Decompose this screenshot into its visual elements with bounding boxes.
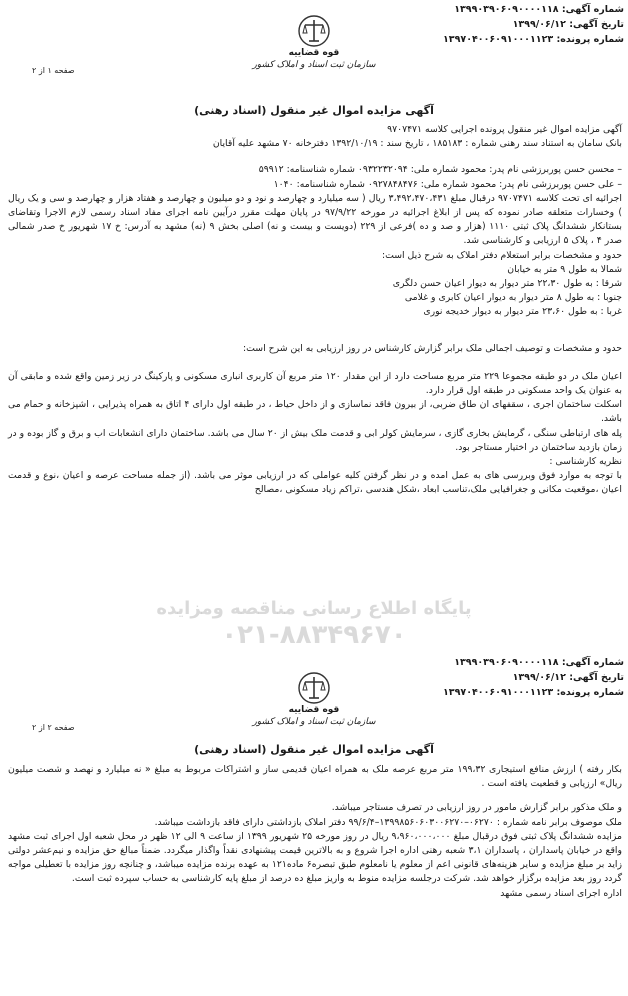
paragraph: – محسن حسن پوربرزشی نام پدر: محمود شماره ملی: ۰۹۳۲۲۳۲۰۹۴ شماره شناسنامه: ۵۹۹۱۲ <box>258 164 622 176</box>
case-number: شماره پرونده: ۱۳۹۷۰۴۰۰۶۰۹۱۰۰۰۱۱۲۳ <box>443 34 624 45</box>
paragraph: حدود و مشخصات برابر استعلام دفتر املاک به شرح ذیل است: <box>381 249 622 261</box>
paragraph: نظریه کارشناسی : <box>549 456 622 468</box>
org-name-registration: سازمان ثبت اسناد و املاک کشور <box>252 60 376 70</box>
page-number: صفحه ۱ از ۲ <box>32 66 75 75</box>
paragraph: بکار رفته ) ارزش منافع استیجاری ۱۹۹،۳۲ متر مربع عرصه ملک به همراه اعیان قدیمی ساز و اشتراکات مربوط به مبلغ « نه میلیارد و نهصد و شصت میلیون ریال» ارزیابی و قطعیت یافته است . <box>8 764 622 790</box>
notice-title: آگهی مزایده اموال غیر منقول (اسناد رهنی) <box>194 743 434 756</box>
judiciary-emblem <box>0 671 628 728</box>
paragraph: و ملک مذکور برابر گزارش مامور در روز ارزیابی در تصرف مستاجر میباشد. <box>331 802 622 814</box>
notice-number: شماره آگهی: ۱۳۹۹۰۳۹۰۶۰۹۰۰۰۰۱۱۸ <box>454 4 624 15</box>
org-name-registration: سازمان ثبت اسناد و املاک کشور <box>252 717 376 727</box>
paragraph: اعیان ملک در دو طبقه مجموعا ۲۲۹ متر مربع مساحت دارد از این مقدار ۱۲۰ متر مربع آن کاربری انباری مسکونی و پارکینگ در زیر زمین واقع شده و مابقی آن به عنوان یک واحد مسکونی در طبقه اول قرار دارد. <box>8 370 622 397</box>
page-2 <box>0 655 628 996</box>
paragraph: شرقا : به طول ۲۲،۳۰ متر دیوار به دیوار اعیان حسن دلگری <box>392 278 622 290</box>
watermark-phone: ۰۲۱-۸۸۳۴۹۶۷۰ <box>221 620 407 650</box>
notice-body <box>8 763 622 901</box>
paragraph: غربا : به طول ۲۳،۶۰ متر دیوار به دیوار خدیجه نوری <box>423 306 622 318</box>
paragraph: ملک موصوف برابر نامه شماره : ۰۶۲۷۰–۱۳۹۹۸۵۶۰۶۰۳۰۰۶۲۷۰–۹۹/۶/۴ دفتر املاک بازداشتی دارای فاقد بازداشت میباشد. <box>154 816 622 828</box>
paragraph: بانک سامان به استناد سند رهنی شماره : ۱۸۵۱۸۳ ، تاریخ سند : ۱۳۹۲/۱۰/۱۹ دفترخانه ۷۰ مشهد علیه آقایان <box>212 138 622 150</box>
notice-number: شماره آگهی: ۱۳۹۹۰۳۹۰۶۰۹۰۰۰۰۱۱۸ <box>454 657 624 668</box>
scales-of-justice-icon <box>297 671 331 705</box>
notice-title: آگهی مزایده اموال غیر منقول (اسناد رهنی) <box>194 104 434 117</box>
paragraph: با توجه به موارد فوق وبررسی های به عمل امده و در نظر گرفتن کلیه عواملی که در ارزیابی موثر می باشد. (از جمله مساحت عرصه و اعیان ،نوع و قدمت اعیان ،موقعیت مکانی و جغرافیایی ملک،تناسب ابعاد ،شکل هندسی ،تراکم زیاد مسکونی ،مصالح <box>8 470 622 496</box>
paragraph: اداره اجرای اسناد رسمی مشهد <box>500 887 622 899</box>
paragraph: جنوبا : به طول ۸ متر دیوار به دیوار اعیان کابری و غلامی <box>404 292 622 304</box>
paragraph: اجرائیه ای تحت کلاسه ۹۷۰۷۴۷۱ درقبال مبلغ ۳،۴۹۲،۴۷۰،۴۳۱ ریال ( سه میلیارد و چهارصد و نود و دو میلیون و چهارصد و هفتاد هزار و چهارصد و سی و یک ریال ) وخسارات متعلقه صادر نموده که پس از ابلاغ اجرائیه در مورخه ۹۷/۹/۲۲ در پایان مهلت مقرر درآیین نامه اجرای مفاد اسناد رسمی لازم الاجرا وتقاضای بستانکار ششدانگ پلاک ثبتی ۱۱۱۰ (هزار و صد و ده )فرعی از ۲۲۹ (دویست و بیست و نه) اصلی بخش ۹ (نه) مشهد به آدرس: خ ۱۷ شهریور خ صدر شمالی صدر ۴ ، پلاک ۵ ارزیابی و کارشناسی شد. <box>8 192 623 247</box>
paragraph: آگهی مزایده اموال غیر منقول پرونده اجرایی کلاسه ۹۷۰۷۴۷۱ <box>387 124 622 135</box>
paragraph: پله های ارتباطی سنگی ، گرمایش بخاری گازی ، سرمایش کولر ابی و قدمت ملک بیش از ۲۰ سال می باشد. ساختمان دارای انشعابات اب و برق و گاز بوده و در زمان بازدید ساختمان در اختیار مستاجر بود. <box>8 427 622 453</box>
paragraph: حدود و مشخصات و توصیف اجمالی ملک برابر گزارش کارشناس در روز ارزیابی به این شرح است: <box>243 342 622 354</box>
watermark <box>0 598 628 650</box>
notice-date: تاریخ آگهی: ۱۳۹۹/۰۶/۱۲ <box>512 19 624 30</box>
paragraph: شمالا به طول ۹ متر به خیابان <box>507 263 622 275</box>
scales-of-justice-icon <box>297 14 331 48</box>
paragraph: – علی حسن پوربرزشی نام پدر: محمود شماره ملی: ۰۹۲۷۸۴۸۴۷۶ شماره شناسنامه: ۱۰۴۰ <box>273 178 622 190</box>
page-1 <box>0 0 628 496</box>
org-name-judiciary: قوه قضاییه <box>288 705 340 715</box>
judiciary-emblem <box>0 14 628 71</box>
page-number: صفحه ۲ از ۲ <box>32 723 75 732</box>
notice-body <box>8 123 622 498</box>
org-name-judiciary: قوه قضاییه <box>288 48 340 58</box>
watermark-text: پایگاه اطلاع رسانی مناقصه ومزایده <box>156 598 472 619</box>
paragraph: مزایده ششدانگ پلاک ثبتی فوق درقبال مبلغ ۹،۹۶۰،۰۰۰،۰۰۰ ریال در روز مورخه ۲۵ شهریور ۱۳۹۹ از ساعت ۹ الی ۱۲ ظهر در محل شعبه اول اجرای ثبت مشهد واقع در خیابان پاسداران ، پاسداران ۳،۱ شعبه رهنی اداره اجرا شروع و به بالاترین قیمت پیشنهادی نقداً واگذار میگردد. ضمناً مبالغ حق مزایده و نیم‌عشر دولتی زاید بر مبلغ مزایده و سایر هزینه‌های قانونی اعم از معلوم یا نامعلوم طبق تبصره۶ ماده۱۲۱ به عهده برنده مزایده میباشد، و چنانچه روز مزایده با تعطیلی مواجه گردد روز بعد مزایده برگزار خواهد شد. شرکت درجلسه مزایده منوط به واریز مبلغ ده درصد از مبلغ پایه کارشناسی به حساب سپرده ثبت است. <box>8 830 622 885</box>
case-number: شماره پرونده: ۱۳۹۷۰۴۰۰۶۰۹۱۰۰۰۱۱۲۳ <box>443 687 624 698</box>
paragraph: اسکلت ساختمان اجری ، سقفهای ان طاق ضربی، از بیرون فاقد نماسازی و از داخل حیاط ، در طبقه اول دارای ۴ اتاق به همراه پذیرایی ، اشپزخانه و حمام می باشد. <box>8 399 622 425</box>
notice-date: تاریخ آگهی: ۱۳۹۹/۰۶/۱۲ <box>512 672 624 683</box>
